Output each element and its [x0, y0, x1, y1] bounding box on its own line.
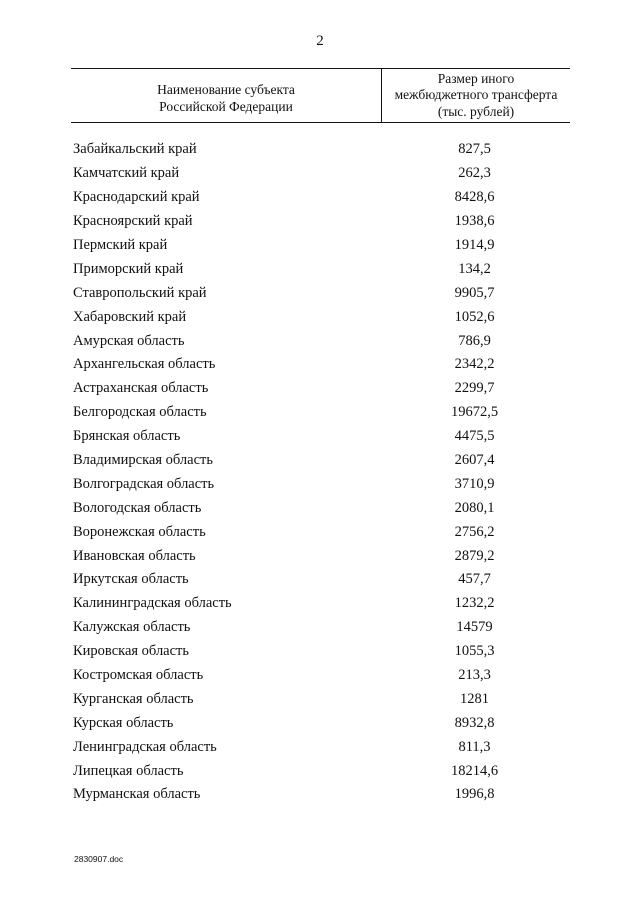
region-name: Мурманская область — [73, 786, 201, 803]
table-row — [73, 377, 570, 401]
transfer-amount: 457,7 — [458, 571, 491, 588]
table-row — [73, 401, 570, 425]
table-row — [73, 711, 570, 735]
table-row — [73, 329, 570, 353]
page-number: 2 — [316, 33, 324, 49]
table-row — [73, 759, 570, 783]
table-row — [73, 472, 570, 496]
table-row — [73, 138, 570, 162]
region-name: Курганская область — [73, 690, 194, 707]
transfer-amount: 3710,9 — [454, 475, 495, 492]
table-row — [73, 496, 570, 520]
header-value-line1: Размер иного — [437, 70, 515, 86]
region-name: Воронежская область — [73, 523, 206, 540]
table-row — [73, 568, 570, 592]
region-name: Курская область — [73, 714, 174, 731]
table-row — [73, 544, 570, 568]
transfer-amount: 1281 — [460, 690, 489, 707]
transfer-amount: 827,5 — [458, 141, 491, 158]
table-row — [73, 592, 570, 616]
transfer-amount: 18214,6 — [450, 762, 499, 779]
transfer-amount: 786,9 — [458, 332, 491, 349]
transfer-amount: 2299,7 — [454, 380, 495, 397]
region-name: Хабаровский край — [73, 308, 187, 325]
transfer-amount: 2607,4 — [454, 452, 495, 469]
region-name: Волгоградская область — [73, 475, 215, 492]
document-id: 2830907.doc — [74, 854, 124, 864]
table-header — [71, 68, 570, 123]
table-row — [73, 449, 570, 473]
transfer-amount: 4475,5 — [454, 428, 495, 445]
table-row — [73, 210, 570, 234]
region-name: Ставропольский край — [73, 284, 207, 301]
region-name: Камчатский край — [73, 165, 180, 182]
header-transfer-amount — [382, 69, 570, 122]
table-row — [73, 353, 570, 377]
table-row — [73, 425, 570, 449]
transfer-amount: 8932,8 — [454, 714, 495, 731]
region-name: Владимирская область — [73, 452, 213, 469]
transfer-amount: 134,2 — [458, 260, 491, 277]
region-name: Белгородская область — [73, 404, 207, 421]
header-name-line1: Наименование субъекта — [157, 81, 295, 97]
region-name: Ивановская область — [73, 547, 196, 564]
region-name: Калининградская область — [73, 595, 232, 612]
region-name: Липецкая область — [73, 762, 184, 779]
table-row — [73, 162, 570, 186]
transfer-amount: 1914,9 — [454, 237, 495, 253]
region-name: Краснодарский край — [73, 189, 200, 206]
transfer-amount: 2342,2 — [454, 356, 495, 373]
transfer-amount: 262,3 — [458, 165, 491, 182]
region-name: Архангельская область — [73, 356, 216, 373]
region-name: Пермский край — [73, 237, 168, 253]
table-row — [73, 735, 570, 759]
table-row — [73, 664, 570, 688]
region-name: Амурская область — [73, 332, 185, 349]
table-row — [73, 640, 570, 664]
region-name: Костромская область — [73, 667, 204, 684]
transfer-amount: 1055,3 — [454, 643, 495, 660]
transfer-amount: 811,3 — [458, 738, 491, 755]
table-row — [73, 186, 570, 210]
transfer-amount: 1232,2 — [454, 595, 495, 612]
table-row — [73, 305, 570, 329]
transfer-amount: 19672,5 — [450, 404, 499, 421]
transfer-amount: 1996,8 — [454, 786, 495, 803]
region-name: Вологодская область — [73, 499, 202, 516]
region-name: Красноярский край — [73, 213, 193, 230]
table-row — [73, 783, 570, 807]
header-value-line2: межбюджетного трансферта — [394, 87, 558, 103]
header-name-line2: Российской Федерации — [159, 98, 293, 114]
table-row — [73, 520, 570, 544]
region-name: Ленинградская область — [73, 738, 217, 755]
table-row — [73, 257, 570, 281]
region-name: Кировская область — [73, 643, 190, 660]
table-body — [73, 138, 570, 807]
transfer-amount: 2879,2 — [454, 547, 495, 564]
transfer-amount: 213,3 — [458, 667, 491, 684]
header-value-line3: (тыс. рублей) — [437, 103, 515, 119]
header-region-name — [71, 69, 382, 122]
transfer-amount: 8428,6 — [454, 189, 495, 206]
table-row — [73, 616, 570, 640]
region-name: Калужская область — [73, 619, 191, 636]
transfer-amount: 9905,7 — [454, 284, 495, 301]
region-name: Забайкальский край — [73, 141, 197, 158]
region-name: Брянская область — [73, 428, 181, 445]
transfer-amount: 1938,6 — [454, 213, 495, 230]
table-row — [73, 234, 570, 258]
transfer-amount: 1052,6 — [454, 308, 495, 325]
table-row — [73, 687, 570, 711]
table-row — [73, 281, 570, 305]
transfer-amount: 2756,2 — [454, 523, 495, 540]
region-name: Астраханская область — [73, 380, 209, 397]
transfer-amount: 2080,1 — [454, 499, 495, 516]
transfer-amount: 14579 — [456, 619, 493, 636]
region-name: Иркутская область — [73, 571, 189, 588]
region-name: Приморский край — [73, 260, 184, 277]
